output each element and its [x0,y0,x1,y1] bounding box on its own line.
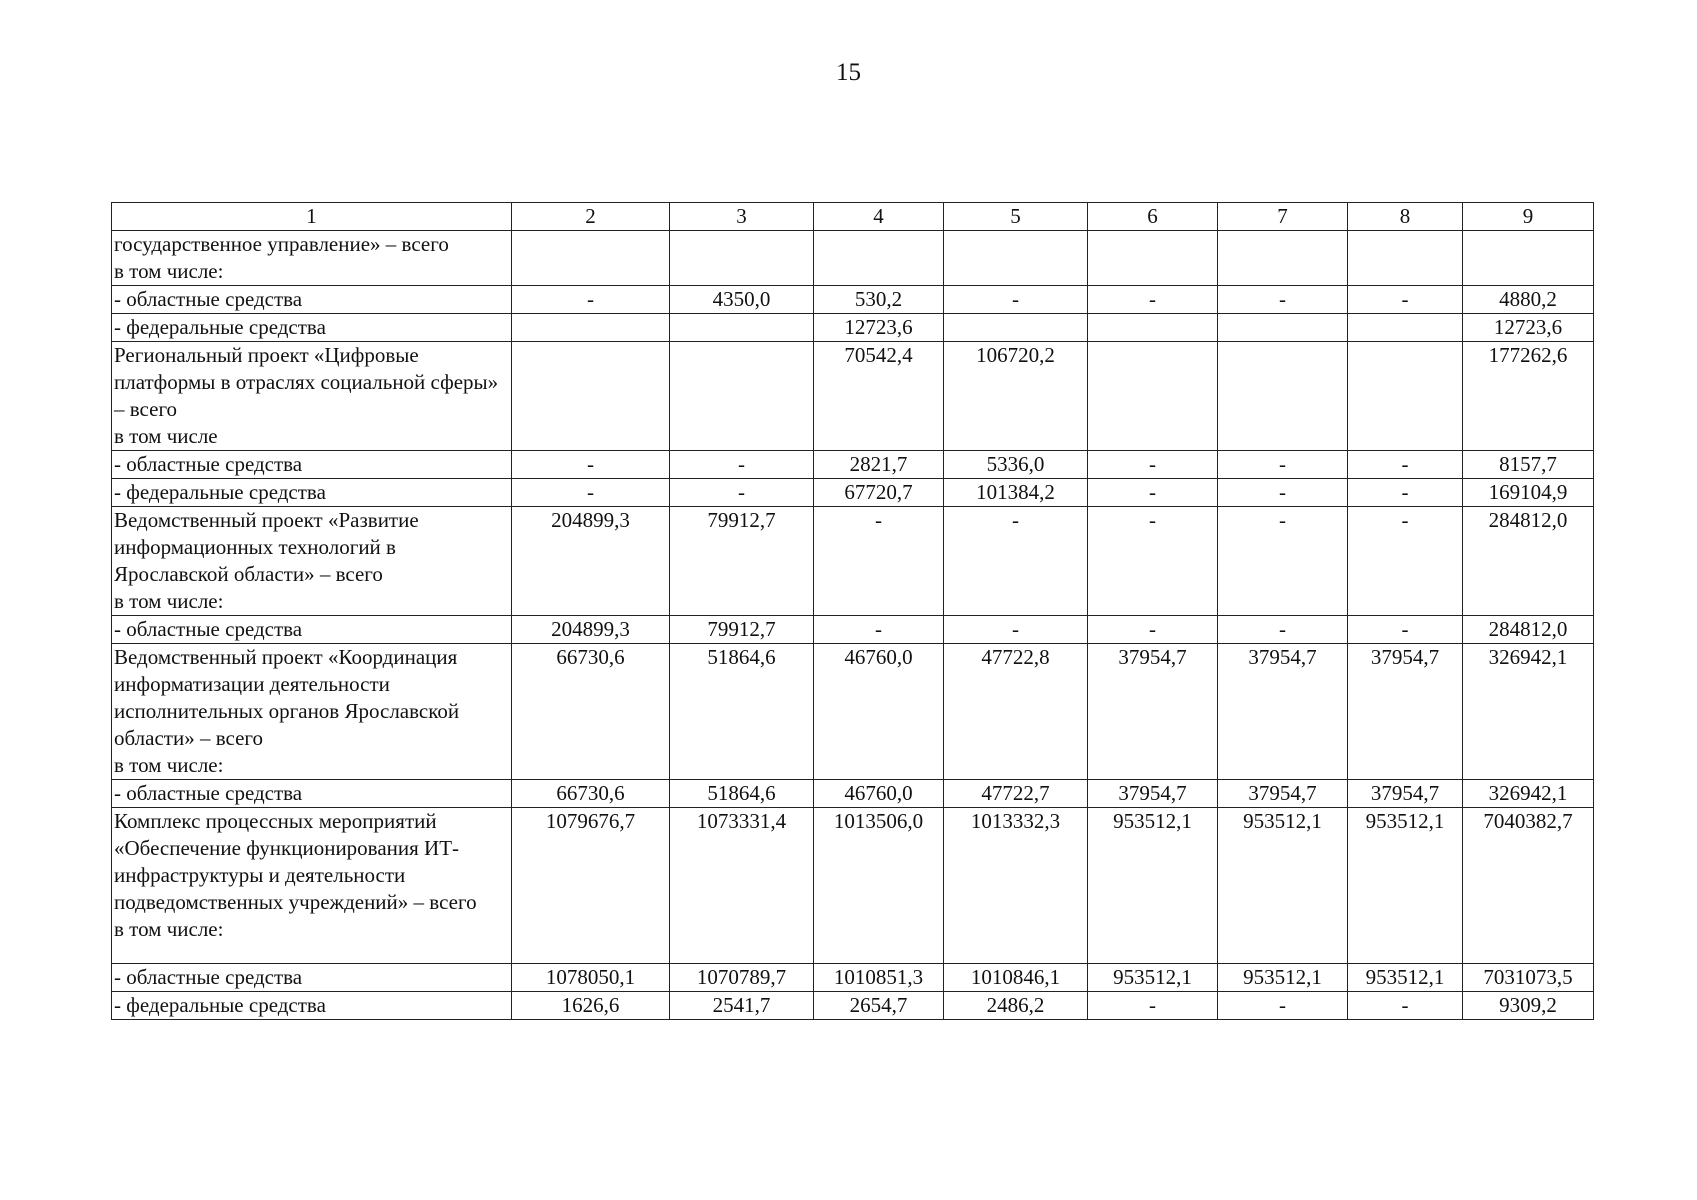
value-cell: 1070789,7 [670,964,814,992]
value-cell: - [814,507,944,616]
column-header: 8 [1348,203,1463,231]
row-name: - областные средства [112,286,512,314]
value-cell [512,342,670,451]
value-cell: 1013332,3 [944,808,1088,964]
value-cell: 953512,1 [1218,964,1348,992]
value-cell: - [512,286,670,314]
table-row [112,964,1594,992]
row-name: - областные средства [112,964,512,992]
value-cell: - [1218,507,1348,616]
table-row [112,644,1594,780]
value-cell: 51864,6 [670,644,814,780]
row-name: Ведомственный проект «Развитие информационных технологий в Ярославской области» – всего в том числе: [112,507,512,616]
value-cell: 66730,6 [512,780,670,808]
row-name: Ведомственный проект «Координация информатизации деятельности исполнительных органов Ярославской области» – всего в том числе: [112,644,512,780]
table-row [112,992,1594,1020]
value-cell: - [1348,451,1463,479]
value-cell: - [670,451,814,479]
value-cell: 37954,7 [1088,644,1218,780]
column-header: 5 [944,203,1088,231]
value-cell: 101384,2 [944,479,1088,507]
total-cell: 326942,1 [1463,644,1594,780]
value-cell [670,231,814,286]
value-cell [814,231,944,286]
value-cell [1088,314,1218,342]
budget-table [111,202,1594,1020]
row-name: Комплекс процессных мероприятий «Обеспечение функционирования ИТ-инфраструктуры и деятельности подведомственных учреждений» – всего в том числе: [112,808,512,964]
table-header-row [112,203,1594,231]
value-cell: 12723,6 [814,314,944,342]
total-cell: 169104,9 [1463,479,1594,507]
value-cell: 2654,7 [814,992,944,1020]
total-cell: 284812,0 [1463,507,1594,616]
table-row [112,286,1594,314]
value-cell: 106720,2 [944,342,1088,451]
value-cell: 47722,7 [944,780,1088,808]
total-cell: 7031073,5 [1463,964,1594,992]
value-cell [670,342,814,451]
value-cell [1088,342,1218,451]
value-cell: 51864,6 [670,780,814,808]
value-cell: - [1348,286,1463,314]
column-header: 2 [512,203,670,231]
value-cell: 1010846,1 [944,964,1088,992]
table-row [112,479,1594,507]
value-cell: - [1088,992,1218,1020]
value-cell: - [512,479,670,507]
value-cell: 953512,1 [1348,808,1463,964]
total-cell [1463,231,1594,286]
value-cell: - [814,616,944,644]
value-cell: 1079676,7 [512,808,670,964]
table-row [112,616,1594,644]
total-cell: 326942,1 [1463,780,1594,808]
value-cell: - [944,507,1088,616]
value-cell: - [670,479,814,507]
value-cell [1348,342,1463,451]
total-cell: 8157,7 [1463,451,1594,479]
value-cell: 46760,0 [814,644,944,780]
value-cell: 2821,7 [814,451,944,479]
value-cell [512,231,670,286]
total-cell: 9309,2 [1463,992,1594,1020]
value-cell: - [1218,286,1348,314]
table-row [112,342,1594,451]
column-header: 4 [814,203,944,231]
total-cell: 12723,6 [1463,314,1594,342]
value-cell: 1010851,3 [814,964,944,992]
value-cell: 67720,7 [814,479,944,507]
value-cell: 79912,7 [670,507,814,616]
value-cell: 1073331,4 [670,808,814,964]
value-cell: 37954,7 [1088,780,1218,808]
value-cell: - [1348,992,1463,1020]
row-name: - федеральные средства [112,314,512,342]
value-cell: 79912,7 [670,616,814,644]
table-row [112,507,1594,616]
value-cell: - [1348,616,1463,644]
value-cell [1218,342,1348,451]
value-cell: - [1348,507,1463,616]
value-cell: - [1088,479,1218,507]
value-cell: 5336,0 [944,451,1088,479]
value-cell: - [1218,451,1348,479]
value-cell: - [1088,616,1218,644]
value-cell: 953512,1 [1218,808,1348,964]
table-row [112,231,1594,286]
value-cell: 204899,3 [512,616,670,644]
page-number: 15 [836,59,861,86]
value-cell: - [944,286,1088,314]
value-cell [944,314,1088,342]
value-cell: 2486,2 [944,992,1088,1020]
total-cell: 284812,0 [1463,616,1594,644]
value-cell: 1013506,0 [814,808,944,964]
column-header: 7 [1218,203,1348,231]
table-row [112,780,1594,808]
value-cell: 37954,7 [1218,644,1348,780]
total-cell: 177262,6 [1463,342,1594,451]
total-cell: 7040382,7 [1463,808,1594,964]
value-cell [1348,231,1463,286]
value-cell: 37954,7 [1348,780,1463,808]
value-cell: 37954,7 [1218,780,1348,808]
value-cell: 66730,6 [512,644,670,780]
value-cell: - [944,616,1088,644]
column-header: 3 [670,203,814,231]
value-cell: 530,2 [814,286,944,314]
table-row [112,808,1594,964]
value-cell: - [1348,479,1463,507]
row-name: государственное управление» – всего в том числе: [112,231,512,286]
row-name: - федеральные средства [112,992,512,1020]
value-cell: - [1088,451,1218,479]
value-cell: 37954,7 [1348,644,1463,780]
value-cell: 2541,7 [670,992,814,1020]
row-name: Региональный проект «Цифровые платформы в отраслях социальной сферы» – всего в том числе [112,342,512,451]
column-header: 9 [1463,203,1594,231]
value-cell: - [512,451,670,479]
value-cell: - [1218,479,1348,507]
value-cell: - [1218,992,1348,1020]
value-cell: 4350,0 [670,286,814,314]
value-cell [670,314,814,342]
row-name: - федеральные средства [112,479,512,507]
value-cell [1218,314,1348,342]
value-cell: 70542,4 [814,342,944,451]
value-cell: 204899,3 [512,507,670,616]
row-name: - областные средства [112,451,512,479]
column-header: 6 [1088,203,1218,231]
column-header: 1 [112,203,512,231]
value-cell: 1078050,1 [512,964,670,992]
table-row [112,451,1594,479]
value-cell [1348,314,1463,342]
table-row [112,314,1594,342]
value-cell: 47722,8 [944,644,1088,780]
value-cell [512,314,670,342]
value-cell: - [1218,616,1348,644]
value-cell: 953512,1 [1088,964,1218,992]
value-cell: 1626,6 [512,992,670,1020]
row-name: - областные средства [112,616,512,644]
value-cell [1218,231,1348,286]
value-cell: - [1088,507,1218,616]
value-cell [1088,231,1218,286]
value-cell: 953512,1 [1088,808,1218,964]
value-cell [944,231,1088,286]
row-name: - областные средства [112,780,512,808]
value-cell: 953512,1 [1348,964,1463,992]
value-cell: 46760,0 [814,780,944,808]
value-cell: - [1088,286,1218,314]
total-cell: 4880,2 [1463,286,1594,314]
